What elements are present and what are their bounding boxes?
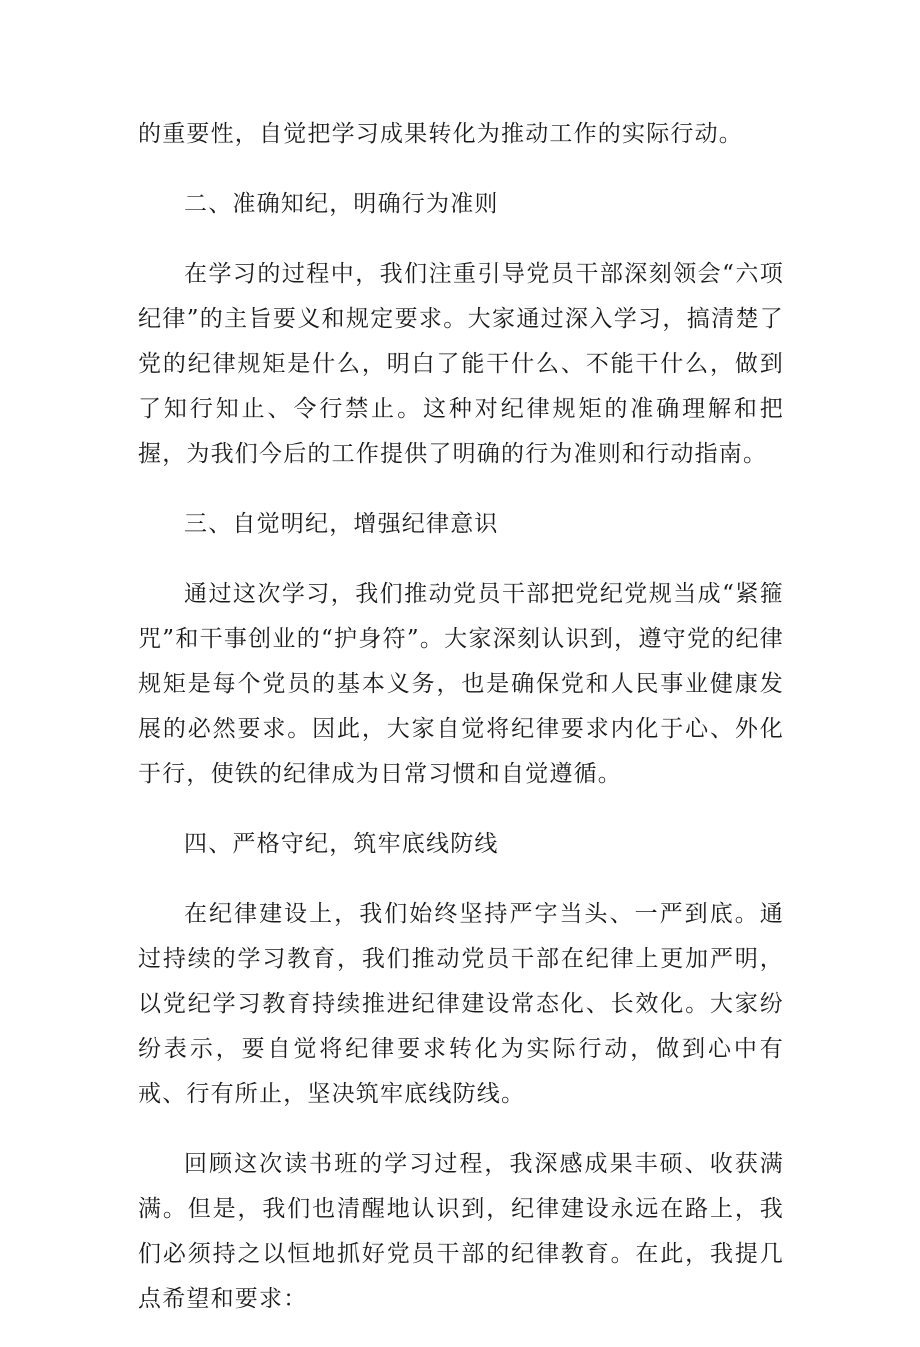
paragraph-section-3: 通过这次学习，我们推动党员干部把党纪党规当成“紧箍咒”和干事创业的“护身符”。大家深刻认识到，遵守党的纪律规矩是每个党员的基本义务，也是确保党和人民事业健康发展的必然要求。因此，大家自觉将纪律要求内化于心、外化于行，使铁的纪律成为日常习惯和自觉遵循。 (138, 581, 784, 787)
paragraph-section-4: 在纪律建设上，我们始终坚持严字当头、一严到底。通过持续的学习教育，我们推动党员干部在纪律上更加严明，以党纪学习教育持续推进纪律建设常态化、长效化。大家纷纷表示，要自觉将纪律要求转化为实际行动，做到心中有戒、行有所止，坚决筑牢底线防线。 (138, 901, 784, 1107)
paragraph-continued: 的重要性，自觉把学习成果转化为推动工作的实际行动。 (138, 121, 743, 147)
paragraph-review: 回顾这次读书班的学习过程，我深感成果丰硕、收获满满。但是，我们也清醒地认识到，纪律建设永远在路上，我们必须持之以恒地抓好党员干部的纪律教育。在此，我提几点希望和要求： (138, 1151, 784, 1312)
document-page (138, 112, 784, 1347)
section-heading-3: 三、自觉明纪，增强纪律意识 (184, 511, 499, 537)
section-heading-2: 二、准确知纪，明确行为准则 (184, 191, 499, 217)
paragraph-section-2: 在学习的过程中，我们注重引导党员干部深刻领会“六项纪律”的主旨要义和规定要求。大家通过深入学习，搞清楚了党的纪律规矩是什么，明白了能干什么、不能干什么，做到了知行知止、令行禁止。这种对纪律规矩的准确理解和把握，为我们今后的工作提供了明确的行为准则和行动指南。 (138, 261, 784, 467)
section-heading-4: 四、严格守纪，筑牢底线防线 (184, 831, 499, 857)
